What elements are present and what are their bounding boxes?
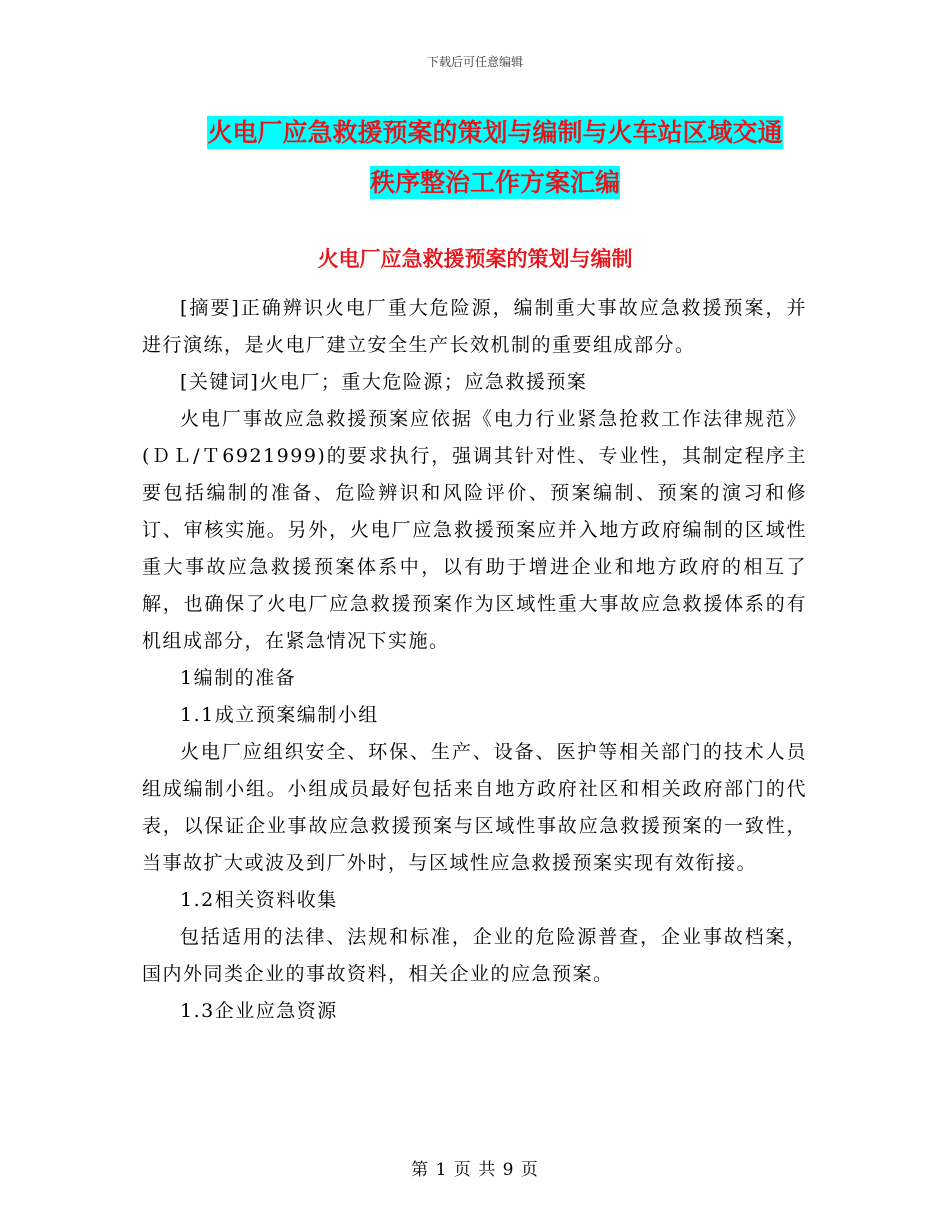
paragraph-intro: 火电厂事故应急救援预案应依据《电力行业紧急抢救工作法律规范》(ＤＬ/Ｔ6921999)的要求执行，强调其针对性、专业性，其制定程序主要包括编制的准备、危险辨识和风险评价、预案编制、预案的演习和修订、审核实施。另外，火电厂应急救援预案应并入地方政府编制的区域性重大事故应急救援预案体系中，以有助于增进企业和地方政府的相互了解，也确保了火电厂应急救援预案作为区域性重大事故应急救援体系的有机组成部分，在紧急情况下实施。 (142, 408, 807, 652)
heading-1-3: 1.3企业应急资源 (180, 1000, 338, 1022)
heading-1-1: 1.1成立预案编制小组 (180, 704, 379, 726)
section-title: 火电厂应急救援预案的策划与编制 (317, 247, 633, 271)
heading-1-2: 1.2相关资料收集 (180, 889, 338, 911)
paragraph-1-2: 包括适用的法律、法规和标准，企业的危险源普查，企业事故档案，国内外同类企业的事故资料，相关企业的应急预案。 (142, 926, 807, 985)
paragraph-abstract: [摘要]正确辨识火电厂重大危险源，编制重大事故应急救援预案，并进行演练，是火电厂建立安全生产长效机制的重要组成部分。 (142, 297, 807, 356)
document-title-line2: 秩序整治工作方案汇编 (369, 168, 620, 197)
heading-1: 1编制的准备 (180, 667, 297, 689)
page-header-note: 下载后可任意编辑 (426, 55, 523, 69)
document-title (140, 108, 850, 208)
document-title-line1: 火电厂应急救援预案的策划与编制与火车站区域交通 (207, 118, 783, 147)
paragraph-1-1: 火电厂应组织安全、环保、生产、设备、医护等相关部门的技术人员组成编制小组。小组成员最好包括来自地方政府社区和相关政府部门的代表，以保证企业事故应急救援预案与区域性事故应急救援预案的一致性，当事故扩大或波及到厂外时，与区域性应急救援预案实现有效衔接。 (142, 741, 807, 874)
paragraph-keywords: [关键词]火电厂；重大危险源；应急救援预案 (180, 371, 588, 393)
document-body (142, 290, 807, 1030)
page-number: 第 1 页 共 9 页 (411, 1160, 539, 1180)
